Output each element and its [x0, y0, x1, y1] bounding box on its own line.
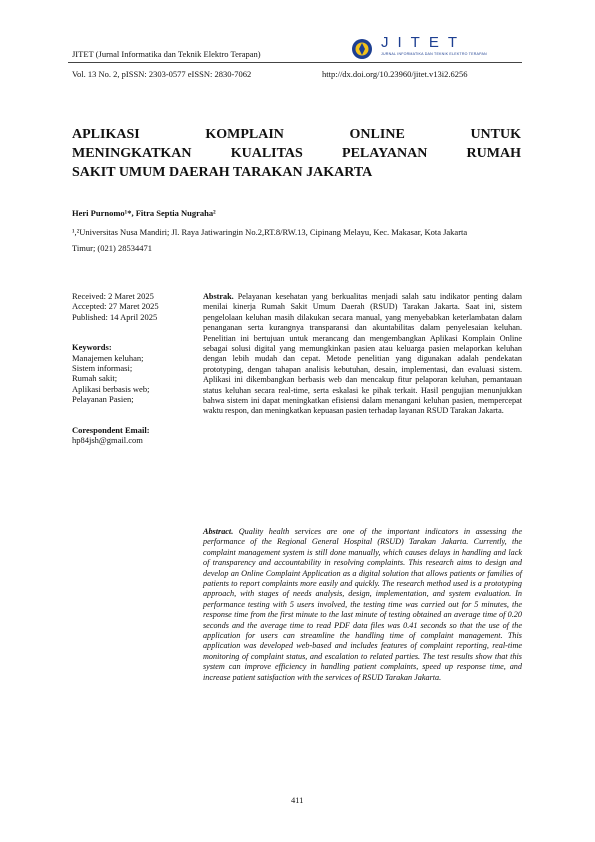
abstract-english	[203, 527, 522, 683]
keyword-item: Manajemen keluhan;	[72, 352, 144, 363]
journal-name: JITET (Jurnal Informatika dan Teknik Elektro Terapan)	[72, 49, 261, 59]
header-divider	[68, 62, 522, 63]
issue-info: Vol. 13 No. 2, pISSN: 2303-0577 eISSN: 2830-7062	[72, 69, 252, 79]
abstract-text: Quality health services are one of the important indicators in assessing the performance of the Regional General Hospital (RSUD) Tarakan Jakarta. Currently, the complaint management system is still done manually, which causes delays in handling and lack of transparency and accountability in resolving complaints. This research aims to design and develop an Online Complaint Application as a digital solution that allows patients or families of patients to report complaints more easily and quickly. The research method used is a prototyping approach, with stages of needs analysis, design, implementation, and system evaluation. In performance testing with 5 users involved, the testing time was carried out for 5 minutes, the response time from the first minute to the last minute of testing obtained an average time of 0.20 seconds and the average time to read PDF data files was 0.41 seconds so that the use of the application for users can streamline the handling time of complaint management. This application was developed web-based and includes features of complaint reporting, real-time monitoring of complaint status, and escalation to related parties. The test results show that this system can improve efficiency in handling patient complaints, speed up response time, and increase patient satisfaction with the services of RSUD Tarakan Jakarta.	[203, 527, 522, 682]
keyword-item: Rumah sakit;	[72, 373, 118, 384]
abstract-label: Abstract.	[203, 527, 234, 536]
article-meta	[72, 291, 197, 445]
page-number: 411	[291, 795, 304, 805]
keywords-label: Keywords:	[72, 342, 112, 353]
abstrak-label: Abstrak.	[203, 292, 234, 301]
keyword-item: Aplikasi berbasis web;	[72, 383, 150, 394]
abstract-indonesian	[203, 292, 522, 417]
logo-subtitle: JURNAL INFORMATIKA DAN TEKNIK ELEKTRO TERAPAN	[381, 52, 487, 56]
keyword-item: Sistem informasi;	[72, 363, 133, 374]
author-list: Heri Purnomo¹*, Fitra Septia Nugraha²	[72, 208, 216, 218]
keyword-item: Pelayanan Pasien;	[72, 394, 134, 405]
doi-link[interactable]: http://dx.doi.org/10.23960/jitet.v13i2.6256	[322, 69, 468, 79]
correspondent-label: Corespondent Email:	[72, 424, 150, 435]
logo-wordmark: JITET	[381, 34, 466, 51]
paper-title	[72, 125, 521, 182]
received-date: Received: 2 Maret 2025	[72, 291, 154, 301]
title-line: SAKIT UMUM DAERAH TARAKAN JAKARTA	[72, 165, 373, 180]
correspondent-email[interactable]: hp84jsh@gmail.com	[72, 435, 143, 446]
published-date: Published: 14 April 2025	[72, 311, 158, 322]
accepted-date: Accepted: 27 Maret 2025	[72, 301, 159, 312]
title-line: MENINGKATKAN KUALITAS PELAYANAN RUMAH	[72, 146, 521, 161]
title-line: APLIKASI KOMPLAIN ONLINE UNTUK	[72, 127, 521, 142]
affiliation: ¹,²Universitas Nusa Mandiri; Jl. Raya Jatiwaringin No.2,RT.8/RW.13, Cipinang Melayu, Kec. Makasar, Kota Jakarta Timur; (021) 28534471	[72, 227, 468, 253]
abstrak-text: Pelayanan kesehatan yang berkualitas menjadi salah satu indikator penting dalam menilai kinerja Rumah Sakit Umum Daerah (RSUD) Tarakan Jakarta. Saat ini, sistem pengelolaan keluhan masih dilakukan secara manual, yang menyebabkan keterlambatan dalam penanganan serta kurangnya transparansi dan akuntabilitas dalam penyelesaian keluhan. Penelitian ini bertujuan untuk merancang dan mengembangkan Aplikasi Komplain Online sebagai solusi digital yang memungkinkan pasien atau keluarga pasien melaporkan keluhan dengan lebih mudah dan cepat. Metode penelitian yang digunakan adalah pendekatan prototyping, dengan tahapan analisis kebutuhan, desain, implementasi, dan evaluasi sistem. Aplikasi ini dikembangkan berbasis web dan mencakup fitur pelaporan keluhan, pemantauan status keluhan secara real-time, serta eskalasi ke pihak terkait. Hasil pengujian menunjukkan bahwa sistem ini dapat meningkatkan efisiensi dalam menangani keluhan pasien, mempercepat waktu respon, dan meningkatkan kepuasan pasien terhadap layanan RSUD Tarakan Jakarta.	[203, 292, 522, 416]
